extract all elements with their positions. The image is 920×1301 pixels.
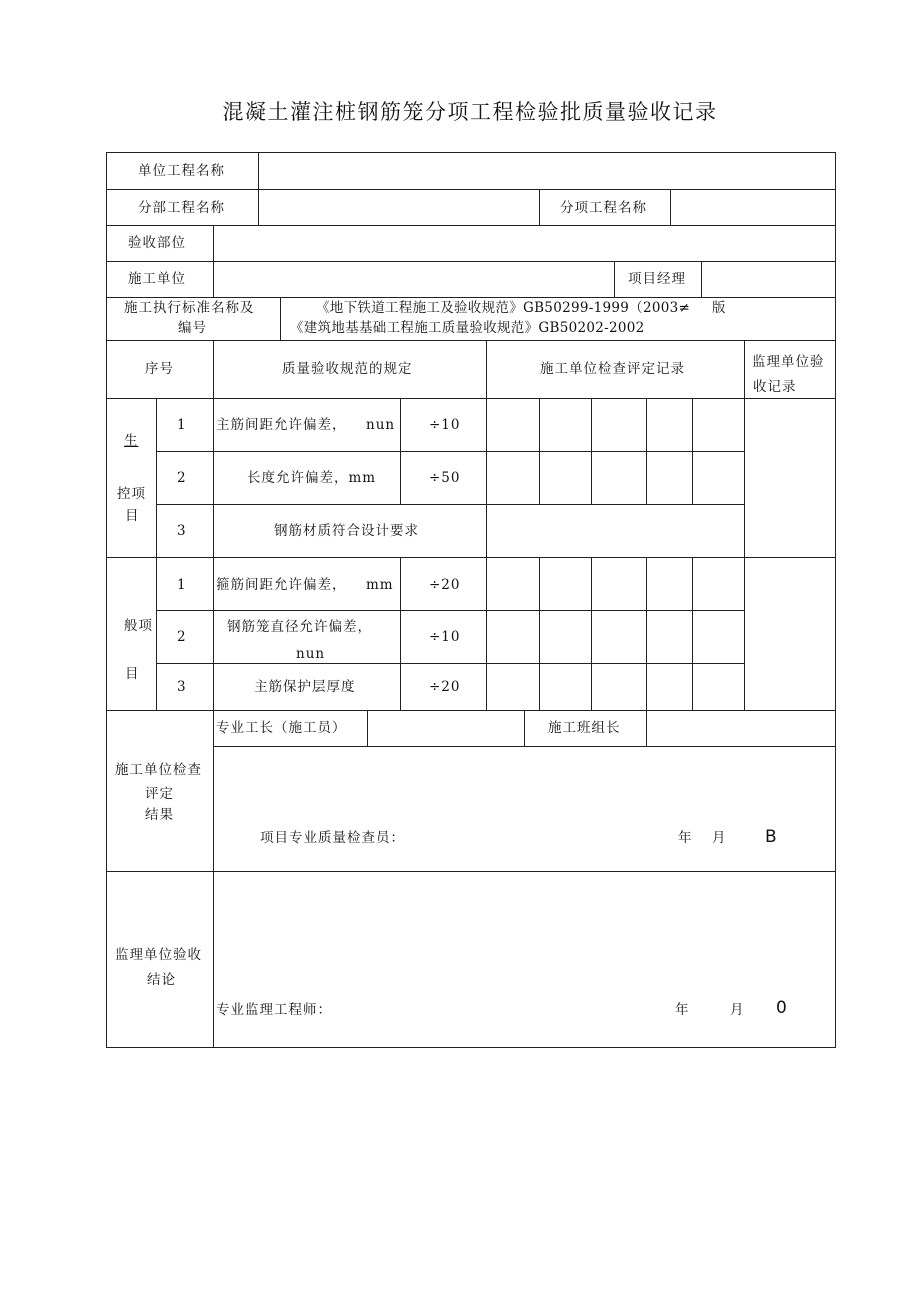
supervisor-record-header: 监理单位验 [752, 354, 825, 370]
standard-label: 施工执行标准名称及 [124, 300, 255, 316]
rule [280, 297, 281, 340]
standard-edition: 版 [712, 300, 727, 316]
item-tolerance: ÷10 [429, 417, 461, 433]
rule [106, 1047, 836, 1048]
day-label: B [765, 827, 778, 847]
standard-line-2: 《建筑地基基础工程施工质量验收规范》GB50202-2002 [290, 320, 645, 336]
supervisor-record-header-2: 收记录 [753, 379, 797, 395]
acceptance-location-label: 验收部位 [128, 235, 186, 251]
rule [106, 340, 836, 341]
item-no: 1 [177, 577, 187, 593]
rule [106, 225, 836, 226]
general-label: 般项 [124, 618, 153, 634]
contractor-check-label-3: 结果 [145, 807, 174, 823]
item-desc: 长度允许偏差，mm [247, 470, 377, 486]
rule [646, 557, 647, 710]
subitem-project-name-label: 分项工程名称 [560, 200, 647, 216]
rule [106, 189, 836, 190]
rule [400, 557, 401, 710]
rule [367, 710, 368, 746]
day-label: 0 [776, 998, 788, 1018]
supervising-engineer-label: 专业监理工程师： [216, 1002, 332, 1018]
division-project-name-label: 分部工程名称 [138, 200, 225, 216]
rule [670, 189, 671, 225]
standard-line-1: 《地下铁道工程施工及验收规范》GB50299-1999（2003≠ [316, 300, 691, 316]
month-label: 月 [730, 1002, 745, 1018]
item-no: 2 [177, 629, 187, 645]
rule [701, 261, 702, 297]
spec-header: 质量验收规范的规定 [282, 361, 413, 377]
item-desc: 主筋保护层厚度 [254, 679, 356, 695]
team-leader-label: 施工班组长 [548, 720, 621, 736]
rule [591, 557, 592, 710]
item-no: 1 [177, 417, 187, 433]
year-label: 年 [675, 1002, 690, 1018]
rule [156, 504, 745, 505]
item-no: 3 [177, 679, 187, 695]
rule [106, 261, 836, 262]
seq-header: 序号 [145, 361, 174, 377]
contractor-check-label-2: 评定 [145, 786, 174, 802]
quality-inspector-label: 项目专业质量检查员： [260, 830, 405, 846]
rule [591, 398, 592, 504]
contractor-record-header: 施工单位检查评定记录 [540, 361, 685, 377]
item-unit: nun [366, 417, 396, 433]
rule [213, 746, 836, 747]
main-control-label: 生 [124, 433, 139, 449]
contractor-check-label: 施工单位检查 [115, 762, 202, 778]
rule [486, 340, 487, 710]
item-no: 2 [177, 470, 187, 486]
rule [106, 710, 836, 711]
item-desc: 主筋间距允许偏差， [216, 417, 347, 433]
supervisor-conclusion-label: 监理单位验收 [115, 947, 202, 963]
rule [539, 398, 540, 504]
page-title: 混凝土灌注桩钢筋笼分项工程检验批质量验收记录 [222, 100, 718, 124]
item-tolerance: ÷20 [429, 679, 461, 695]
rule [213, 340, 214, 1048]
foreman-label: 专业工长（施工员） [216, 720, 347, 736]
item-desc: 钢筋笼直径允许偏差， [227, 619, 372, 635]
rule [106, 557, 836, 558]
rule [539, 189, 540, 225]
rule [400, 398, 401, 504]
rule [156, 398, 157, 710]
rule [646, 398, 647, 504]
general-label-2: 目 [125, 666, 140, 682]
rule [835, 152, 836, 1048]
item-desc: 箍筋间距允许偏差， [216, 577, 347, 593]
month-label: 月 [712, 830, 727, 846]
construction-unit-label: 施工单位 [128, 271, 186, 287]
item-tolerance: ÷20 [429, 577, 461, 593]
rule [106, 398, 836, 399]
rule [156, 451, 745, 452]
unit-project-name-label: 单位工程名称 [138, 163, 225, 179]
rule [106, 152, 107, 1048]
item-no: 3 [177, 523, 187, 539]
rule [692, 557, 693, 710]
item-tolerance: ÷50 [429, 470, 461, 486]
rule [213, 225, 214, 297]
rule [258, 152, 259, 225]
item-desc: 钢筋材质符合设计要求 [274, 523, 419, 539]
rule [156, 610, 745, 611]
main-control-label-2: 控项 [117, 486, 146, 502]
rule [156, 663, 745, 664]
item-unit: nun [296, 646, 326, 662]
rule [744, 340, 745, 710]
supervisor-conclusion-label-2: 结论 [147, 972, 176, 988]
year-label: 年 [678, 830, 693, 846]
rule [106, 871, 836, 872]
project-manager-label: 项目经理 [628, 271, 686, 287]
rule [692, 398, 693, 504]
rule [539, 557, 540, 710]
rule [614, 261, 615, 297]
main-control-label-3: 目 [125, 508, 140, 524]
rule [524, 710, 525, 746]
item-tolerance: ÷10 [429, 629, 461, 645]
standard-label-code: 编号 [178, 320, 207, 336]
item-unit: mm [366, 577, 394, 593]
rule [106, 152, 836, 153]
rule [646, 710, 647, 746]
